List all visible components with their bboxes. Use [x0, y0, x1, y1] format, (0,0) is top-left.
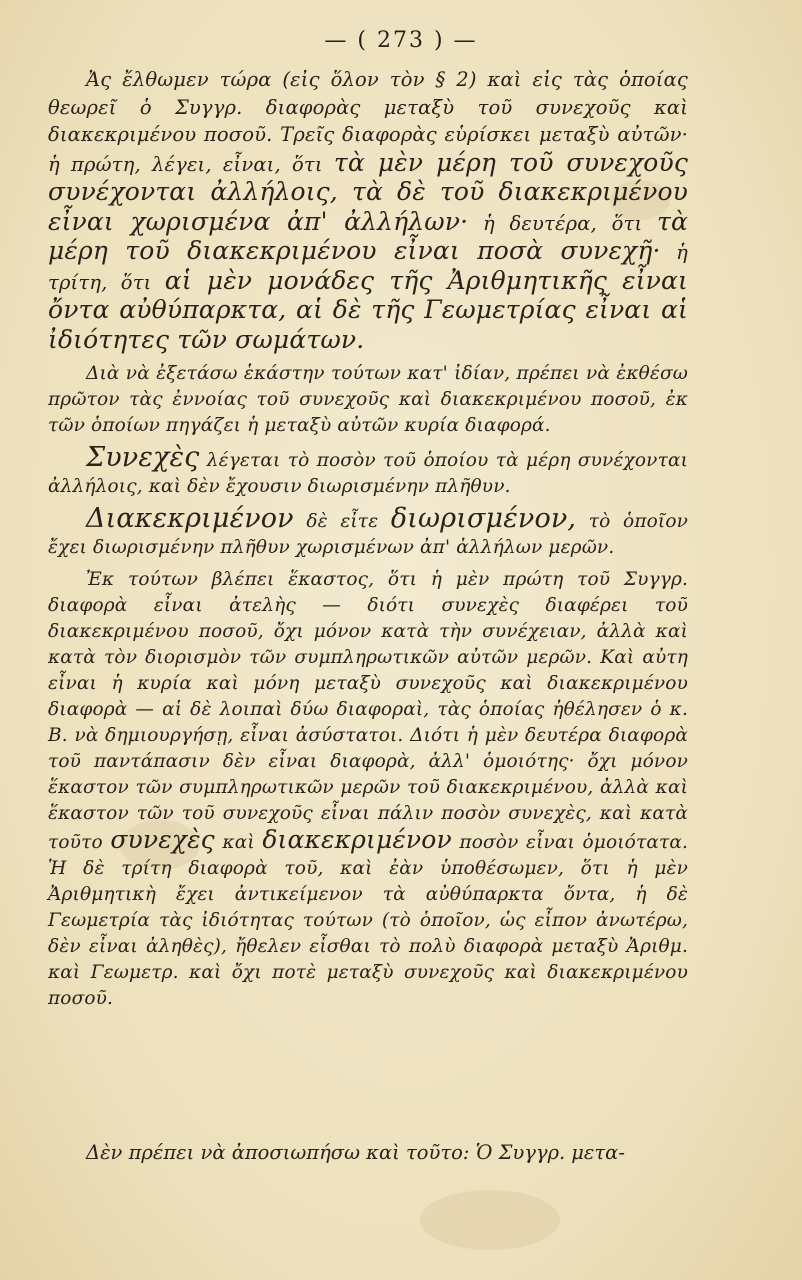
paragraph-5-and: καὶ [222, 832, 255, 853]
page-number: — ( 273 ) — [324, 28, 478, 53]
body-text [48, 66, 688, 1018]
paragraph-1 [48, 66, 688, 355]
paragraph-3 [48, 442, 688, 500]
term-discrete-inline: διακεκριμένον [262, 825, 452, 854]
paragraph-6-text: Δὲν πρέπει νὰ ἀποσιωπήσω καὶ τοῦτο: Ὁ Συγγρ. [86, 1141, 566, 1164]
paragraph-2: Διὰ νὰ ἐξετάσω ἑκάστην τούτων κατ' ἰδίαν, πρέπει νὰ ἐκθέσω πρῶτον τὰς ἐννοίας τοῦ συνεχοῦς καὶ διακεκριμένου ποσοῦ, ἐκ τῶν ὁποίων πηγάζει ἡ μεταξὺ αὐτῶν κυρία διαφορά. [48, 363, 688, 436]
paragraph-1-third-lead: ἡ τρίτη, ὅτι [48, 241, 688, 294]
term-determined: διωρισμένον, [390, 503, 577, 534]
definition-continuous: λέγεται τὸ ποσὸν τοῦ ὁποίου τὰ μέρη συνέχονται ἀλλήλοις, καὶ δὲν ἔχουσιν διωρισμένην πλῆθυν. [48, 450, 688, 497]
term-continuous-inline: συνεχὲς [110, 825, 215, 854]
definition-discrete: τὸ ὁποῖον ἔχει διωρισμένην πλῆθυν χωρισμένων ἀπ' ἀλλήλων μερῶν. [48, 511, 689, 558]
paragraph-1-intro: Ἀς ἔλθωμεν τώρα (εἰς ὅλον τὸν § 2) καὶ εἰς τὰς ὁποίας θεωρεῖ ὁ Συγγρ. διαφορὰς μεταξὺ τοῦ συνεχοῦς καὶ διακεκριμένου ποσοῦ. Τρεῖς διαφορὰς εὑρίσκει μεταξὺ αὐτῶν· ἡ πρώτη, λέγει, εἶναι, ὅτι [48, 68, 688, 176]
quoted-first-difference: τὰ μὲν μέρη τοῦ συνεχοῦς συνέχονται ἀλλήλοις, τὰ δὲ τοῦ διακεκριμένου εἶναι χωρισμένα ἀπ' ἀλλήλων· [48, 147, 688, 236]
paper-stain [420, 1190, 560, 1250]
paragraph-5-text-a: Ἐκ τούτων βλέπει ἕκαστος, ὅτι ἡ μὲν πρώτη τοῦ Συγγρ. διαφορὰ εἶναι ἀτελὴς — διότι συνεχὲς διαφέρει τοῦ διακεκριμένου ποσοῦ, ὄχι μόνον κατὰ τὴν συνέχειαν, ἀλλὰ καὶ κατὰ τὸν διορισμὸν τῶν συμπληρωτικῶν αὐτῶν μερῶν. Καὶ αὐτη εἶναι ἡ κυρία καὶ μόνη μεταξὺ συνεχοῦς καὶ διακεκριμένου διαφορὰ — αἱ δὲ λοιπαὶ δύω διαφοραὶ, τὰς ὁποίας ἠθέλησεν ὁ κ. Β. νὰ δημιουργήσῃ, εἶναι ἀσύστατοι. Διότι ἡ μὲν δευτέρα διαφορὰ τοῦ παντάπασιν δὲν εἶναι διαφορὰ, ἀλλ' ὁμοιότης· ὄχι μόνον ἕκαστον τῶν συμπληρωτικῶν μερῶν τοῦ διακεκριμένου, ἀλλὰ καὶ ἕκαστον τῶν τοῦ συνεχοῦς εἶναι πάλιν ποσὸν συνεχὲς, καὶ κατὰ τοῦτο [48, 569, 688, 853]
paragraph-4 [48, 503, 689, 561]
quoted-third-difference: αἱ μὲν μονάδες τῆς Ἀριθμητικῆς εἶναι ὄντα αὐθύπαρκτα, αἱ δὲ τῆς Γεωμετρίας εἶναι αἱ ἰδιότητες τῶν σωμάτων. [48, 265, 688, 354]
term-discrete: Διακεκριμένον [86, 503, 294, 534]
quoted-second-difference: τὰ μέρη τοῦ διακεκριμένου εἶναι ποσὰ συνεχῆ· [48, 206, 688, 265]
paragraph-1-second-lead: ἡ δευτέρα, ὅτι [482, 211, 643, 235]
last-line [86, 1140, 686, 1166]
term-continuous: Συνεχὲς [86, 442, 200, 473]
paragraph-4-connector: δὲ εἶτε [306, 511, 379, 532]
paragraph-5 [48, 567, 688, 1012]
paragraph-5-text-b: ποσὸν εἶναι ὁμοιότατα. Ἡ δὲ τρίτη διαφορὰ τοῦ, καὶ ἐὰν ὑποθέσωμεν, ὅτι ἡ μὲν Ἀριθμητικὴ ἔχει ἀντικείμενον τὰ αὐθύπαρκτα ὄντα, ἡ δὲ Γεωμετρία τὰς ἰδιότητας τούτων (τὸ ὁποῖον, ὡς εἶπον ἀνωτέρω, δὲν εἶναι ἀληθὲς), ἤθελεν εἶσθαι τὸ πολὺ διαφορὰ μεταξὺ Ἀριθμ. καὶ Γεωμετρ. καὶ ὄχι ποτὲ μεταξὺ συνεχοῦς καὶ διακεκριμένου ποσοῦ. [48, 832, 689, 1009]
catchword: μετα- [571, 1141, 625, 1164]
